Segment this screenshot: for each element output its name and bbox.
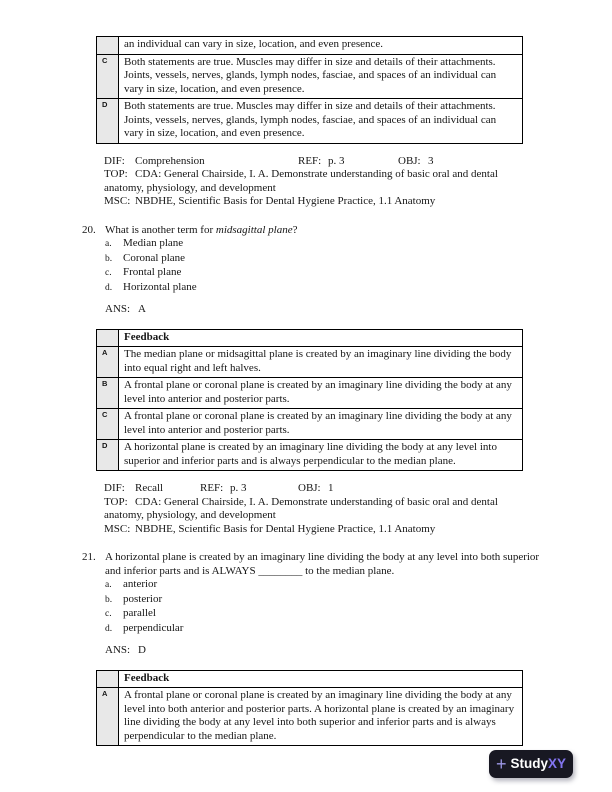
msc-label: MSC: [104, 522, 131, 535]
dif-line [104, 155, 540, 169]
table-header-row [97, 670, 523, 688]
feedback-header-cell: Feedback [119, 329, 523, 347]
dif-line [104, 482, 540, 496]
ref-entry [200, 482, 298, 496]
question-meta-q19 [104, 155, 540, 209]
ref-value: p. 3 [230, 482, 247, 494]
question-text-after: ? [292, 223, 298, 236]
answer-label: ANS: [105, 303, 131, 315]
option-text: parallel [123, 607, 156, 619]
option-text: posterior [123, 592, 163, 605]
row-text-cell: A frontal plane or coronal plane is created by an imaginary line dividing the body at any level into both anterior and posterior parts. A horizontal plane is created by an imaginary line dividing the body at any level into both superior and inferior parts and is always perpendicular to the median plane. [119, 688, 523, 746]
logo-text-study: Study [510, 756, 548, 772]
table-row [97, 54, 523, 99]
table-row [97, 37, 523, 55]
row-text-cell: Both statements are true. Muscles may differ in size and details of their attachments. Joints, vessels, nerves, glands, lymph nodes, fasciae, and spaces of an individual can vary in size, location, and even presence. [119, 99, 523, 144]
obj-value: 3 [428, 154, 434, 167]
dif-value: Comprehension [135, 154, 205, 167]
dif-label: DIF: [104, 482, 125, 494]
ref-value: p. 3 [328, 154, 345, 167]
question-meta-q20 [104, 482, 540, 536]
obj-label: OBJ: [298, 482, 321, 494]
logo-text-xy: XY [548, 756, 567, 772]
top-label: TOP: [104, 495, 128, 508]
feedback-table-q21 [96, 670, 523, 747]
row-label-cell: D [97, 440, 119, 471]
msc-line [104, 523, 540, 537]
question-20 [82, 224, 544, 317]
header-label-cell [97, 670, 119, 688]
msc-value: NBDHE, Scientific Basis for Dental Hygiene Practice, 1.1 Anatomy [135, 195, 436, 207]
option-letter: d. [105, 282, 113, 293]
answer-line [105, 644, 544, 658]
row-label-cell [97, 37, 119, 55]
msc-line [104, 195, 540, 209]
msc-value: NBDHE, Scientific Basis for Dental Hygiene Practice, 1.1 Anatomy [135, 522, 436, 535]
table-header-row [97, 329, 523, 347]
feedback-table-q19-continuation [96, 36, 523, 144]
option-text: Horizontal plane [123, 280, 197, 293]
option-letter: b. [105, 594, 113, 605]
answer-value: A [138, 303, 146, 315]
table-row [97, 409, 523, 440]
answer-line [105, 303, 544, 317]
question-21 [82, 551, 544, 658]
ref-label: REF: [200, 482, 224, 494]
question-text: A horizontal plane is created by an imaginary line dividing the body at any level into both superior and inferior parts and is ALWAYS ________ to the median plane. [105, 551, 540, 577]
top-label: TOP: [104, 168, 128, 180]
option-text: perpendicular [123, 621, 184, 634]
obj-entry [298, 482, 334, 496]
option-letter: c. [105, 268, 112, 278]
table-row [97, 688, 523, 746]
row-label-cell: C [97, 54, 119, 99]
dif-value: Recall [135, 482, 164, 494]
option-letter: b. [105, 253, 113, 264]
obj-entry [398, 155, 434, 169]
option-d [105, 622, 544, 637]
top-line [104, 168, 540, 195]
ref-label: REF: [298, 154, 322, 167]
option-c [105, 266, 544, 281]
question-number: 20. [82, 223, 96, 236]
option-letter: a. [105, 239, 112, 249]
question-text-before: What is another term for [105, 223, 216, 236]
option-text: anterior [123, 578, 158, 590]
answer-value: D [138, 644, 146, 656]
ref-entry [298, 155, 398, 169]
row-text-cell: an individual can vary in size, location, and even presence. [119, 37, 523, 55]
row-text-cell: The median plane or midsagittal plane is created by an imaginary line dividing the body into equal right and left halves. [119, 347, 523, 378]
option-text: Frontal plane [123, 266, 182, 278]
option-a [105, 578, 544, 593]
row-label-cell: B [97, 378, 119, 409]
option-a [105, 237, 544, 252]
plus-icon: + [495, 754, 507, 774]
row-label-cell: A [97, 688, 119, 746]
row-label-cell: A [97, 347, 119, 378]
table-row [97, 99, 523, 144]
row-label-cell: D [97, 99, 119, 144]
msc-label: MSC: [104, 195, 131, 207]
feedback-table-q20 [96, 329, 523, 472]
table-row [97, 347, 523, 378]
row-text-cell: A horizontal plane is created by an imaginary line dividing the body at any level into superior and inferior parts and is always perpendicular to the median plane. [119, 440, 523, 471]
option-text: Median plane [123, 237, 184, 249]
answer-label: ANS: [105, 644, 131, 656]
top-line [104, 496, 540, 523]
top-value: CDA: General Chairside, I. A. Demonstrate understanding of basic oral and dental anatomy, physiology, and development [104, 495, 498, 521]
question-text [105, 224, 542, 238]
table-row [97, 440, 523, 471]
row-text-cell: Both statements are true. Muscles may differ in size and details of their attachments. Joints, vessels, nerves, glands, lymph nodes, fasciae, and spaces of an individual can vary in size, location, and even presence. [119, 54, 523, 99]
obj-label: OBJ: [398, 154, 421, 167]
option-c [105, 607, 544, 622]
table-row [97, 378, 523, 409]
feedback-header-cell: Feedback [119, 670, 523, 688]
dif-entry [104, 482, 200, 496]
option-b [105, 593, 544, 608]
studyxy-logo [489, 750, 573, 778]
option-text: Coronal plane [123, 251, 186, 264]
header-label-cell [97, 329, 119, 347]
dif-label: DIF: [104, 154, 125, 167]
option-letter: a. [105, 580, 112, 590]
row-text-cell: A frontal plane or coronal plane is created by an imaginary line dividing the body at any level into anterior and posterior parts. [119, 409, 523, 440]
question-number: 21. [82, 551, 96, 563]
option-letter: d. [105, 623, 113, 634]
option-b [105, 252, 544, 267]
top-value: CDA: General Chairside, I. A. Demonstrate understanding of basic oral and dental anatomy, physiology, and development [104, 168, 498, 194]
option-letter: c. [105, 609, 112, 619]
option-d [105, 281, 544, 296]
dif-entry [104, 155, 298, 169]
obj-value: 1 [328, 482, 334, 494]
question-text-italic: midsagittal plane [215, 223, 293, 236]
row-label-cell: C [97, 409, 119, 440]
row-text-cell: A frontal plane or coronal plane is created by an imaginary line dividing the body at any level into anterior and posterior parts. [119, 378, 523, 409]
